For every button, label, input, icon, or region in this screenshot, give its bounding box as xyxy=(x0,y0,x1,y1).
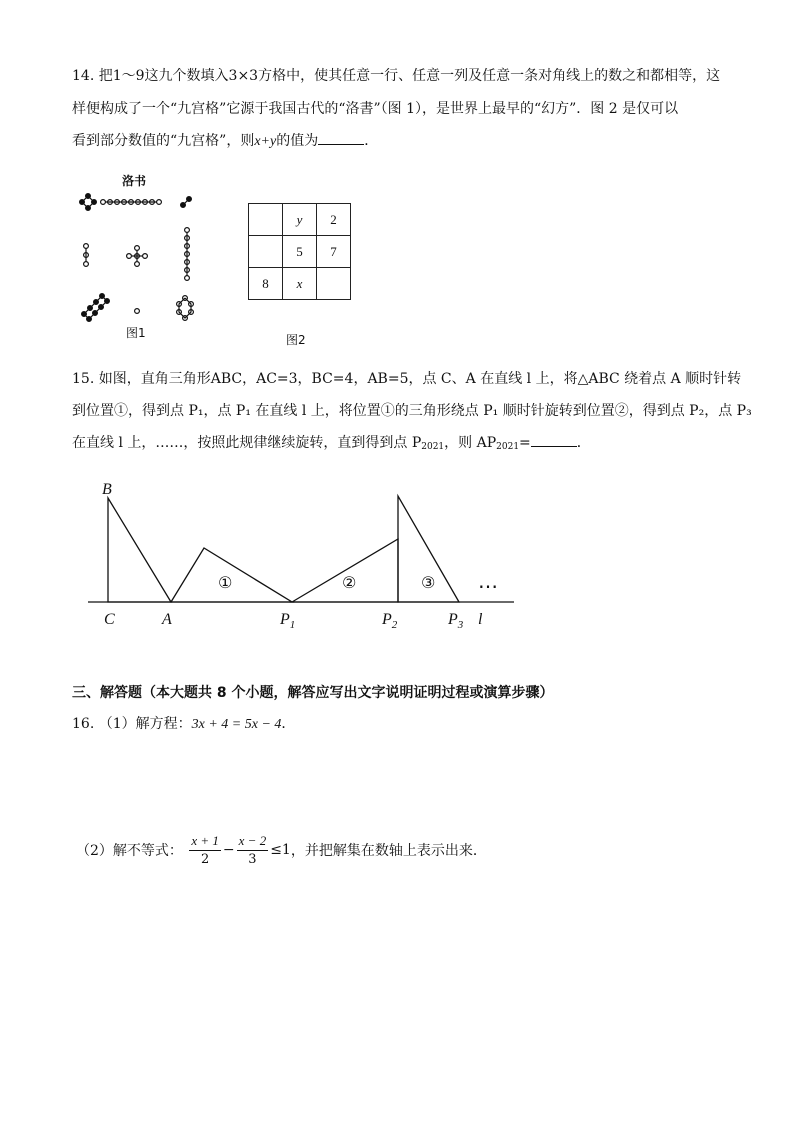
position-2-marker: ② xyxy=(342,573,357,592)
luoshu-top-right-two xyxy=(181,197,192,208)
q15-line-3 xyxy=(72,433,591,457)
luoshu-right-seven xyxy=(185,228,190,281)
q15-text-1: 如图，直角三角形ABC，AC=3，BC=4，AB=5，点 C、A 在直线 l 上，将△ABC 绕着点 A 顺时针转 xyxy=(98,371,742,387)
q16-part-2 xyxy=(76,832,487,868)
q16-part1-label: （1）解方程： xyxy=(98,716,192,732)
q14-expression: x+y xyxy=(254,134,277,149)
q15-text-2: 到位置①，得到点 P₁，点 P₁ 在直线 l 上，将位置①的三角形绕点 P₁ 顺时针旋转到位置②，得到点 P₂，点 P₃ xyxy=(72,403,752,419)
luoshu-top-left-four xyxy=(80,194,97,211)
continuation-dots: … xyxy=(478,569,498,593)
inequality-relation: ≤1 xyxy=(270,842,291,858)
q14-text-2: 样便构成了一个“九宫格”它源于我国古代的“洛書”（图 1），是世界上最早的“幻方”．图 2 是仅可以 xyxy=(72,101,679,117)
minus-sign: − xyxy=(222,842,235,858)
label-p1: $P_1$ xyxy=(280,611,296,631)
grid-cell xyxy=(249,236,283,268)
luoshu-bottom-one xyxy=(135,309,140,314)
q14-text-3a: 看到部分数值的“九宫格”，则 xyxy=(72,133,255,149)
fraction-1-numerator: x + 1 xyxy=(189,832,221,851)
q16-part2-tail: ，并把解集在数轴上表示出来． xyxy=(290,843,487,859)
grid-row xyxy=(249,236,351,268)
grid-cell: 8 xyxy=(249,268,283,300)
luoshu-left-three xyxy=(84,244,89,267)
q14-text-3b: 的值为 xyxy=(276,133,319,149)
fig1-caption: 图1 xyxy=(126,326,146,340)
grid-cell xyxy=(249,204,283,236)
fraction-2 xyxy=(237,832,269,868)
grid-cell: 7 xyxy=(317,236,351,268)
label-p2: $P_2$ xyxy=(382,611,398,631)
triangle-abc xyxy=(108,498,171,602)
q15-sub-1: 2021 xyxy=(421,442,445,452)
q16-part-1 xyxy=(72,714,295,735)
luoshu-title: 洛书 xyxy=(122,174,147,188)
triangle-pos2 xyxy=(292,539,398,602)
fraction-2-denominator: 3 xyxy=(248,852,257,867)
label-c: C xyxy=(104,611,115,628)
q15-answer-blank[interactable] xyxy=(531,434,577,447)
grid-row xyxy=(249,204,351,236)
grid-cell xyxy=(283,268,317,300)
grid-cell-y: y xyxy=(296,211,303,227)
grid-cell xyxy=(283,204,317,236)
q15-text-3-end: ． xyxy=(576,435,591,451)
q15-number: 15. xyxy=(72,371,95,387)
luoshu-top-nine xyxy=(101,200,162,205)
fig2-caption: 图2 xyxy=(286,333,306,347)
q14-answer-blank[interactable] xyxy=(318,132,364,145)
q16-number: 16. xyxy=(72,716,95,732)
label-b: B xyxy=(102,481,112,498)
position-1-marker: ① xyxy=(218,573,233,592)
q14-text-1: 把1～9这九个数填入3×3方格中，使其任意一行、任意一列及任意一条对角线上的数之和都相等，这 xyxy=(98,68,721,84)
fraction-1-denominator: 2 xyxy=(201,852,210,867)
q15-line-2 xyxy=(72,401,752,421)
q15-text-3a: 在直线 l 上，……，按照此规律继续旋转，直到得到点 P xyxy=(72,435,422,451)
label-p3: $P_3$ xyxy=(448,611,464,631)
q15-text-3b: ，则 AP xyxy=(444,435,497,451)
q16-equation: 3x + 4 = 5x − 4 xyxy=(191,717,282,732)
q14-line-2 xyxy=(72,99,678,119)
q15-line-1 xyxy=(72,369,741,389)
grid-cell xyxy=(317,268,351,300)
luoshu-bottom-left-eight xyxy=(82,294,110,322)
q15-text-3c: = xyxy=(519,435,531,451)
grid-cell-x: x xyxy=(296,275,303,291)
q15-sub-2: 2021 xyxy=(496,442,520,452)
fraction-1 xyxy=(189,832,221,868)
luoshu-bottom-right-six xyxy=(177,296,194,321)
label-a: A xyxy=(162,611,172,628)
luoshu-diagram xyxy=(70,168,210,328)
position-3-marker: ③ xyxy=(421,573,436,592)
q14-line-1 xyxy=(72,66,720,86)
luoshu-figure xyxy=(70,168,210,348)
q14-text-3-end: ． xyxy=(364,133,379,149)
q16-part1-end: ． xyxy=(281,716,296,732)
q14-number: 14. xyxy=(72,68,95,84)
q14-line-3 xyxy=(72,131,378,152)
q16-part2-label: （2）解不等式： xyxy=(76,843,183,859)
luoshu-center-five xyxy=(127,246,148,267)
section-3-heading: 三、解答题（本大题共 8 个小题，解答应写出文字说明证明过程或演算步骤） xyxy=(72,685,554,701)
fraction-2-numerator: x − 2 xyxy=(237,832,269,851)
rotation-diagram xyxy=(80,478,530,638)
grid-row xyxy=(249,268,351,300)
magic-square-grid xyxy=(248,203,351,300)
label-l: l xyxy=(478,611,483,628)
grid-cell: 2 xyxy=(317,204,351,236)
grid-cell: 5 xyxy=(283,236,317,268)
